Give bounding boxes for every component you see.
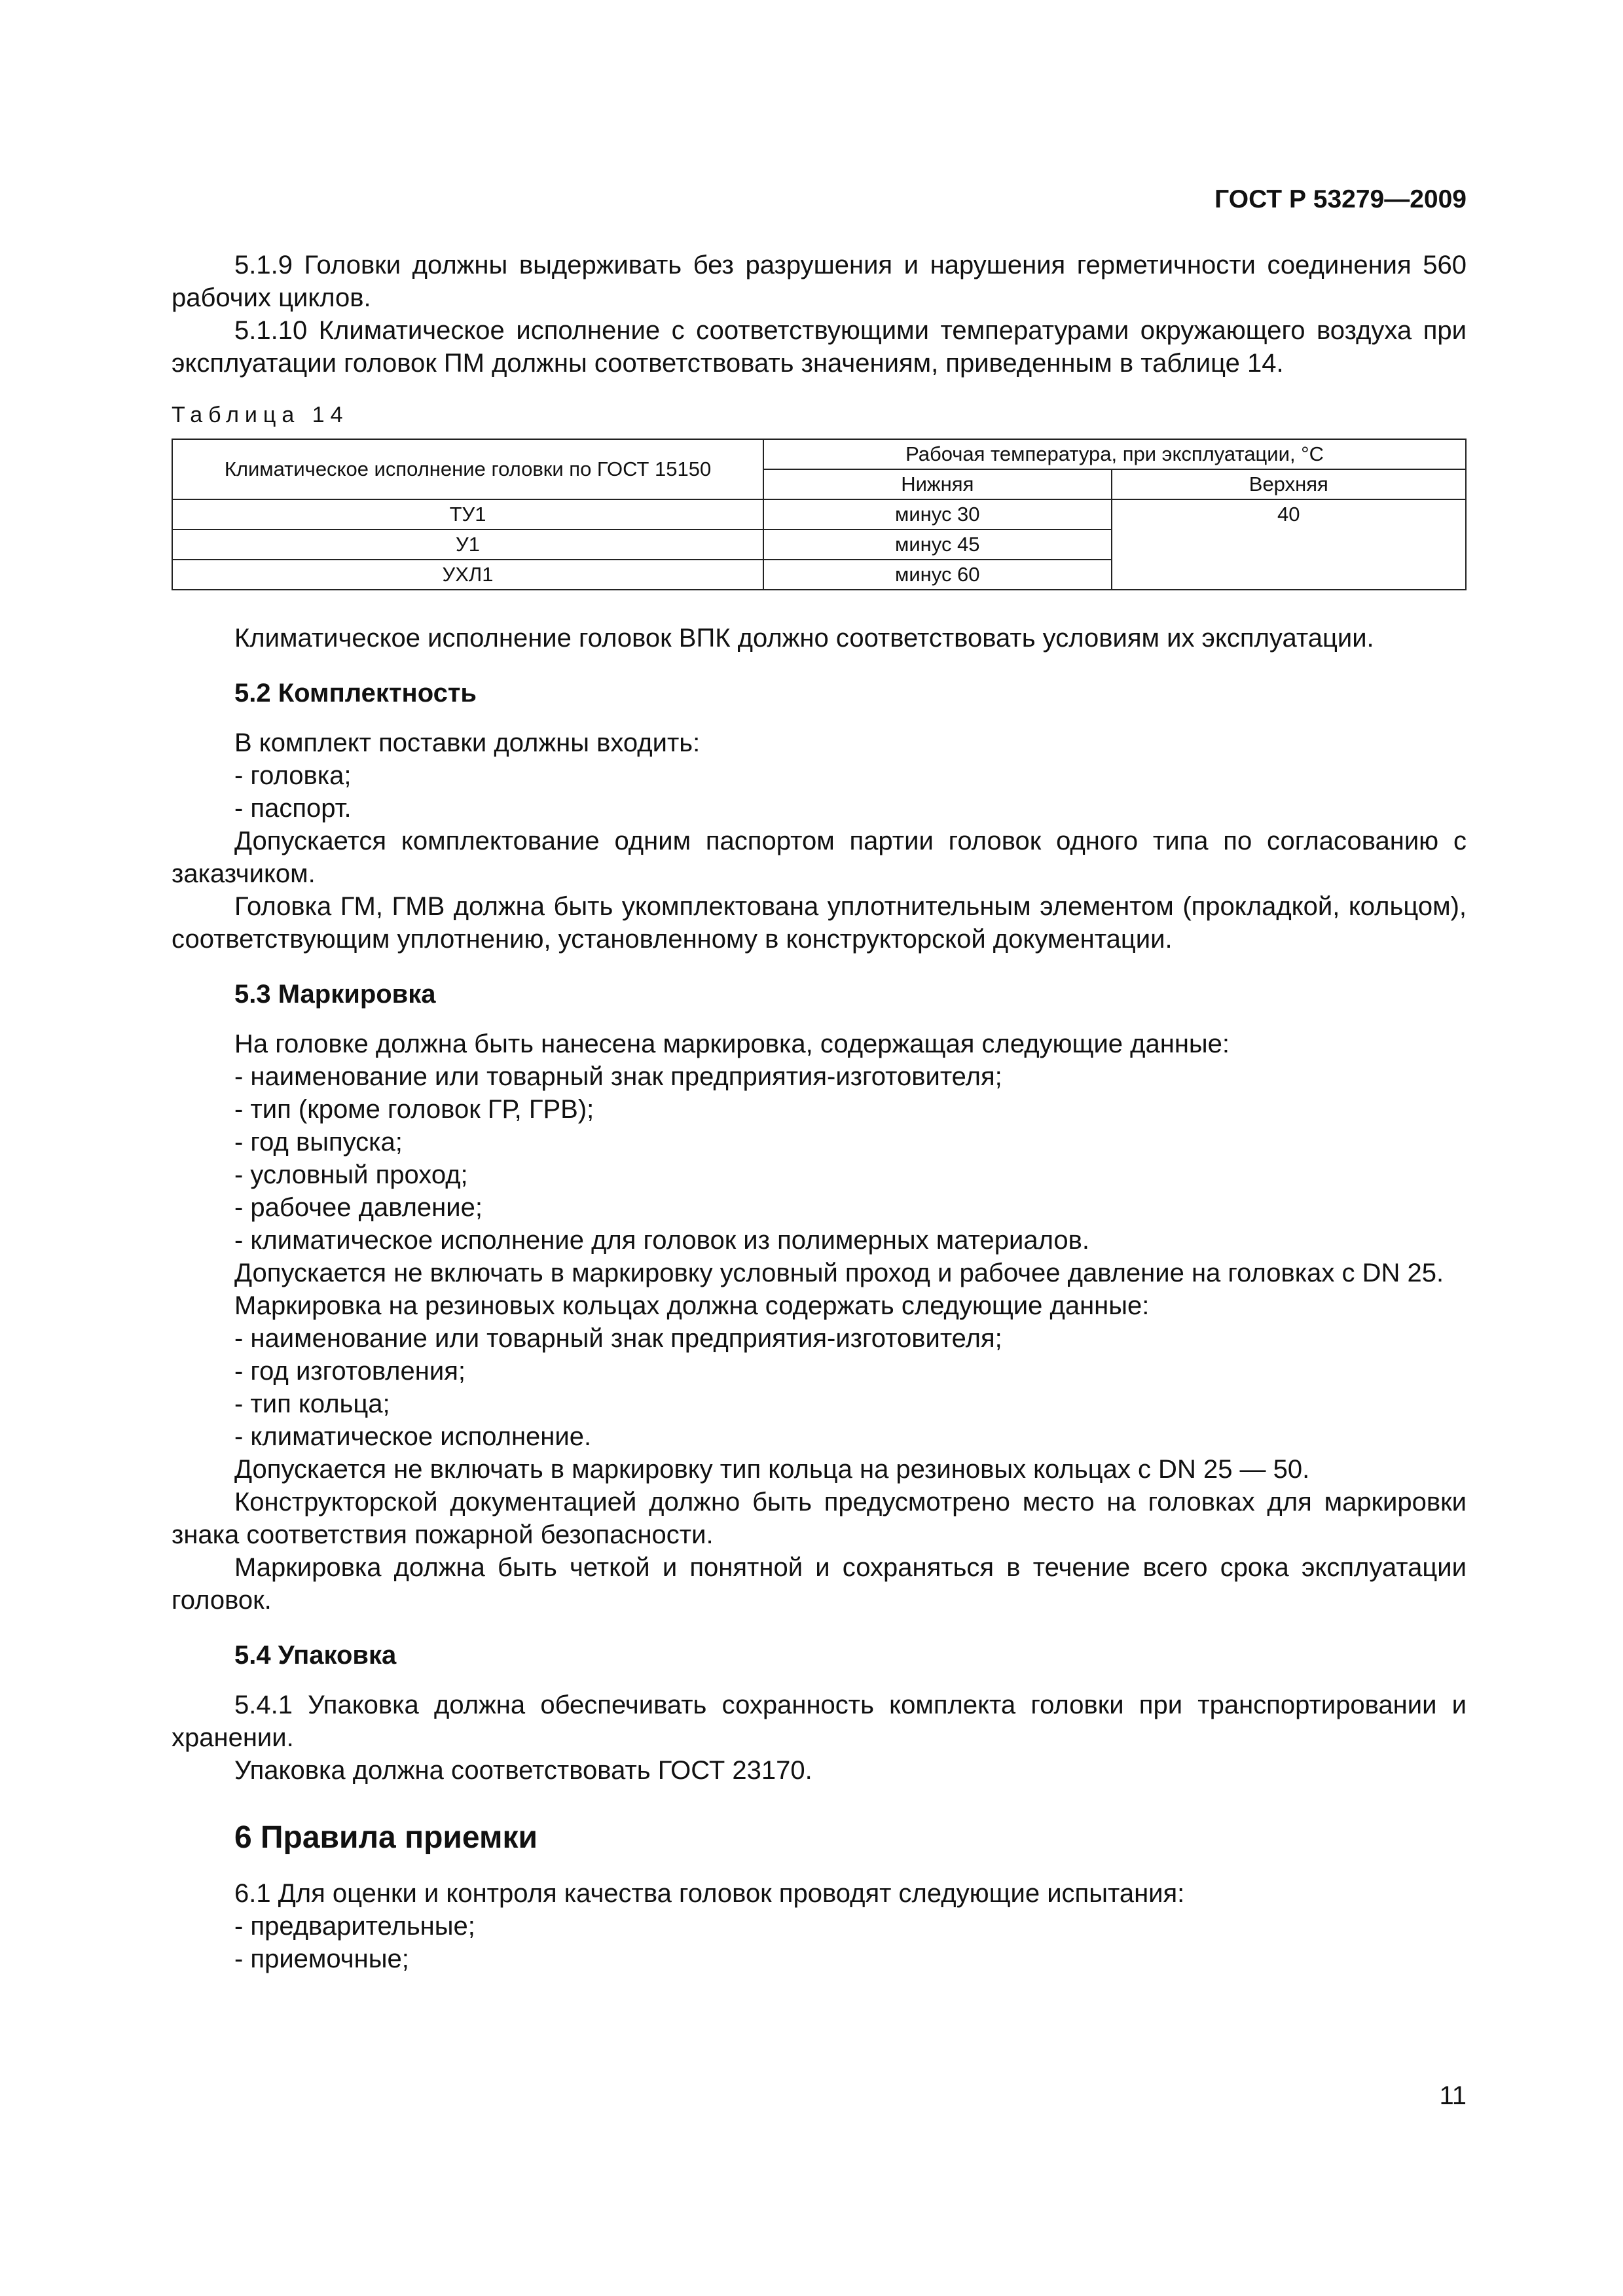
list-item: Маркировка на резиновых кольцах должна содержать следующие данные: <box>234 1291 1150 1320</box>
list-item: - тип кольца; <box>234 1390 390 1418</box>
table-caption: Таблица 14 <box>172 403 349 427</box>
table-cell-climate: ТУ1 <box>172 499 763 529</box>
paragraph: Упаковка должна соответствовать ГОСТ 23170. <box>234 1756 812 1785</box>
list-item: - наименование или товарный знак предприятия-изготовителя; <box>234 1062 1002 1091</box>
list-item: - приемочные; <box>234 1945 409 1973</box>
list-item: - тип (кроме головок ГР, ГРВ); <box>234 1095 594 1124</box>
list-item: - климатическое исполнение. <box>234 1422 592 1451</box>
table-header-temperature: Рабочая температура, при эксплуатации, °С <box>763 439 1466 469</box>
table-cell-lower: минус 60 <box>763 560 1112 590</box>
table-row <box>172 499 1466 529</box>
list-item: - головка; <box>234 761 352 790</box>
list-item: Допускается не включать в маркировку условный проход и рабочее давление на головках с DN 25. <box>234 1259 1444 1287</box>
list-item: На головке должна быть нанесена маркировка, содержащая следующие данные: <box>234 1030 1230 1058</box>
table-14 <box>172 439 1467 590</box>
list-item: - предварительные; <box>234 1912 475 1941</box>
paragraph-vpk: Климатическое исполнение головок ВПК должно соответствовать условиям их эксплуатации. <box>234 624 1374 653</box>
table-subheader-lower: Нижняя <box>763 469 1112 499</box>
list-item: - год выпуска; <box>234 1128 403 1157</box>
list-item: В комплект поставки должны входить: <box>234 728 701 757</box>
paragraph: Допускается комплектование одним паспортом партии головок одного типа по согласованию с заказчиком. <box>172 827 1467 888</box>
section-heading-5-3: 5.3 Маркировка <box>234 980 436 1009</box>
table-cell-upper: 40 <box>1112 499 1466 590</box>
list-item: Допускается не включать в маркировку тип кольца на резиновых кольцах с DN 25 — 50. <box>234 1455 1310 1484</box>
paragraph: 5.4.1 Упаковка должна обеспечивать сохранность комплекта головки при транспортировании и хранении. <box>172 1691 1467 1752</box>
table-cell-climate: У1 <box>172 529 763 560</box>
table-header-climate: Климатическое исполнение головки по ГОСТ 15150 <box>172 439 763 499</box>
list-item: - год изготовления; <box>234 1357 465 1386</box>
section-heading-6: 6 Правила приемки <box>234 1820 538 1855</box>
section-heading-5-4: 5.4 Упаковка <box>234 1641 397 1670</box>
list-item: 6.1 Для оценки и контроля качества головок проводят следующие испытания: <box>234 1879 1185 1908</box>
list-item: - условный проход; <box>234 1160 468 1189</box>
table-subheader-upper: Верхняя <box>1112 469 1466 499</box>
paragraph-5-1-9: 5.1.9 Головки должны выдерживать без разрушения и нарушения герметичности соединения 560 рабочих циклов. <box>172 251 1467 312</box>
list-item: - рабочее давление; <box>234 1193 483 1222</box>
section-heading-5-2: 5.2 Комплектность <box>234 679 477 708</box>
list-item: - климатическое исполнение для головок из полимерных материалов. <box>234 1226 1089 1255</box>
paragraph-5-1-10: 5.1.10 Климатическое исполнение с соответствующими температурами окружающего воздуха при эксплуатации головок ПМ должны соответствовать значениям, приведенным в таблице 14. <box>172 316 1467 378</box>
table-cell-climate: УХЛ1 <box>172 560 763 590</box>
paragraph: Маркировка должна быть четкой и понятной и сохраняться в течение всего срока эксплуатации головок. <box>172 1553 1467 1615</box>
table-cell-lower: минус 45 <box>763 529 1112 560</box>
document-page <box>172 183 1467 1975</box>
list-item: - наименование или товарный знак предприятия-изготовителя; <box>234 1324 1002 1353</box>
document-header: ГОСТ Р 53279—2009 <box>1214 185 1467 213</box>
table-cell-lower: минус 30 <box>763 499 1112 529</box>
paragraph: Конструкторской документацией должно быть предусмотрено место на головках для маркировки знака соответствия пожарной безопасности. <box>172 1488 1467 1549</box>
page-number: 11 <box>1439 2081 1467 2110</box>
list-item: - паспорт. <box>234 794 352 823</box>
paragraph: Головка ГМ, ГМВ должна быть укомплектована уплотнительным элементом (прокладкой, кольцом), соответствующим уплотнению, установленному в конструкторской документации. <box>172 892 1467 954</box>
